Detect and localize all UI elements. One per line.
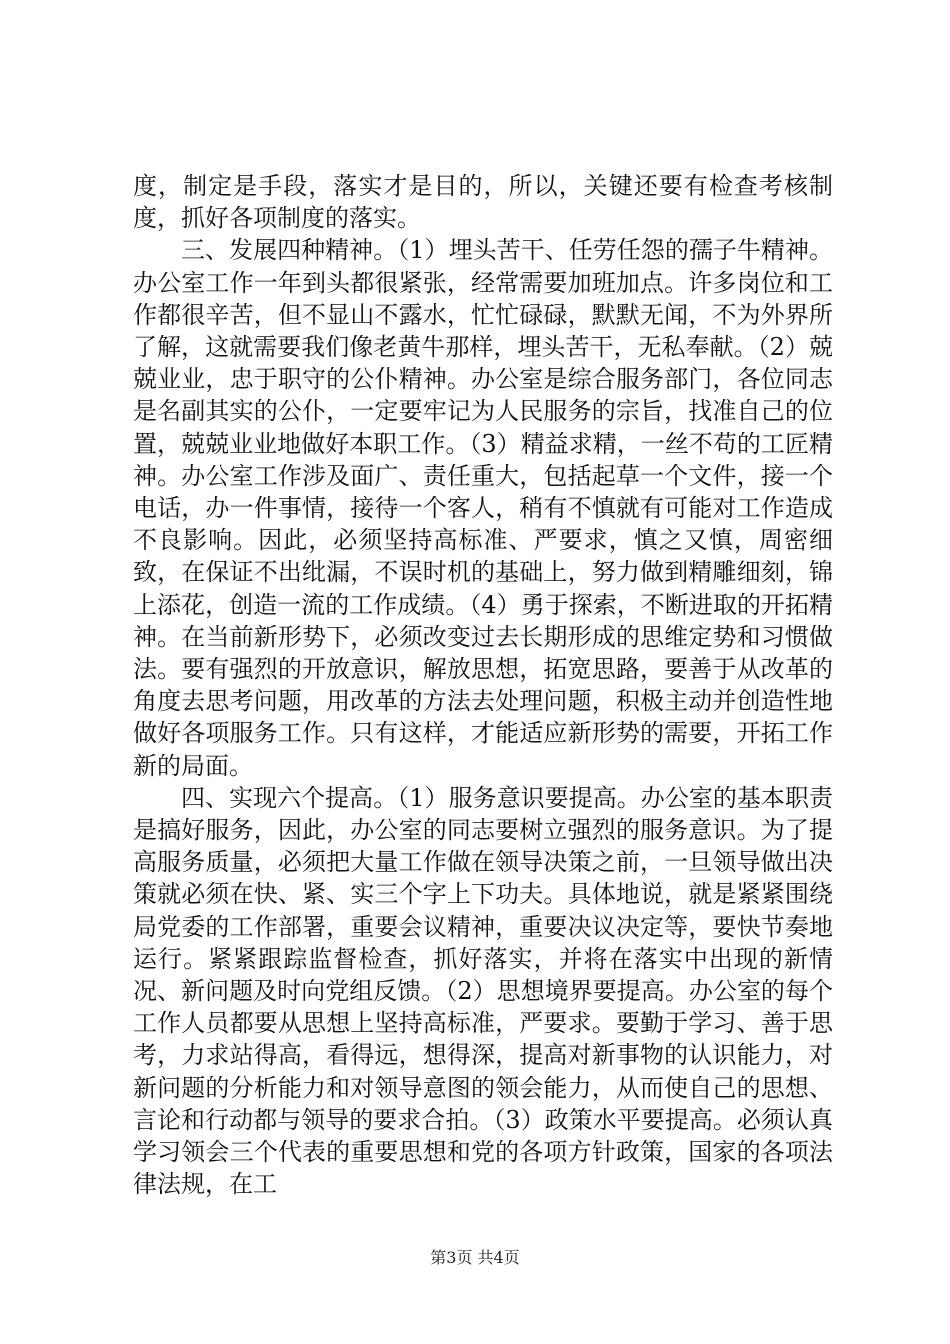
paragraph-six-improvements: 四、实现六个提高。（1）服务意识要提高。办公室的基本职责是搞好服务，因此，办公室的同志要树立强烈的服务意识。为了提高服务质量，必须把大量工作做在领导决策之前，一旦领导做出决策就必须在快、紧、实三个字上下功夫。具体地说，就是紧紧围绕局党委的工作部署，重要会议精神，重要决议决定等，要快节奏地运行。紧紧跟踪监督检查，抓好落实，并将在落实中出现的新情况、新问题及时向党组反馈。（2）思想境界要提高。办公室的每个工作人员都要从思想上坚持高标准，严要求。要勤于学习、善于思考，力求站得高，看得远，想得深，提高对新事物的认识能力，对新问题的分析能力和对领导意图的领会能力，从而使自己的思想、言论和行动都与领导的要求合拍。（3）政策水平要提高。必须认真学习领会三个代表的重要思想和党的各项方针政策，国家的各项法律法规，在工 bbox=[133, 783, 833, 1199]
paragraph-four-spirits: 三、发展四种精神。（1）埋头苦干、任劳任怨的孺子牛精神。办公室工作一年到头都很紧张，经常需要加班加点。许多岗位和工作都很辛苦，但不显山不露水，忙忙碌碌，默默无闻，不为外界所了解，这就需要我们像老黄牛那样，埋头苦干，无私奉献。（2）兢兢业业，忠于职守的公仆精神。办公室是综合服务部门，各位同志是名副其实的公仆，一定要牢记为人民服务的宗旨，找准自己的位置，兢兢业业地做好本职工作。（3）精益求精，一丝不苟的工匠精神。办公室工作涉及面广、责任重大，包括起草一个文件，接一个电话，办一件事情，接待一个客人，稍有不慎就有可能对工作造成不良影响。因此，必须坚持高标准、严要求，慎之又慎，周密细致，在保证不出纰漏，不误时机的基础上，努力做到精雕细刻，锦上添花，创造一流的工作成绩。（4）勇于探索，不断进取的开拓精神。在当前新形势下，必须改变过去长期形成的思维定势和习惯做法。要有强烈的开放意识，解放思想，拓宽思路，要善于从改革的角度去思考问题，用改革的方法去处理问题，积极主动并创造性地做好各项服务工作。只有这样，才能适应新形势的需要，开拓工作新的局面。 bbox=[133, 236, 833, 780]
document-body bbox=[133, 170, 833, 1201]
paragraph-continuation: 度，制定是手段，落实才是目的，所以，关键还要有检查考核制度，抓好各项制度的落实。 bbox=[133, 172, 833, 233]
page-footer: 第3页 共4页 bbox=[430, 1248, 520, 1267]
